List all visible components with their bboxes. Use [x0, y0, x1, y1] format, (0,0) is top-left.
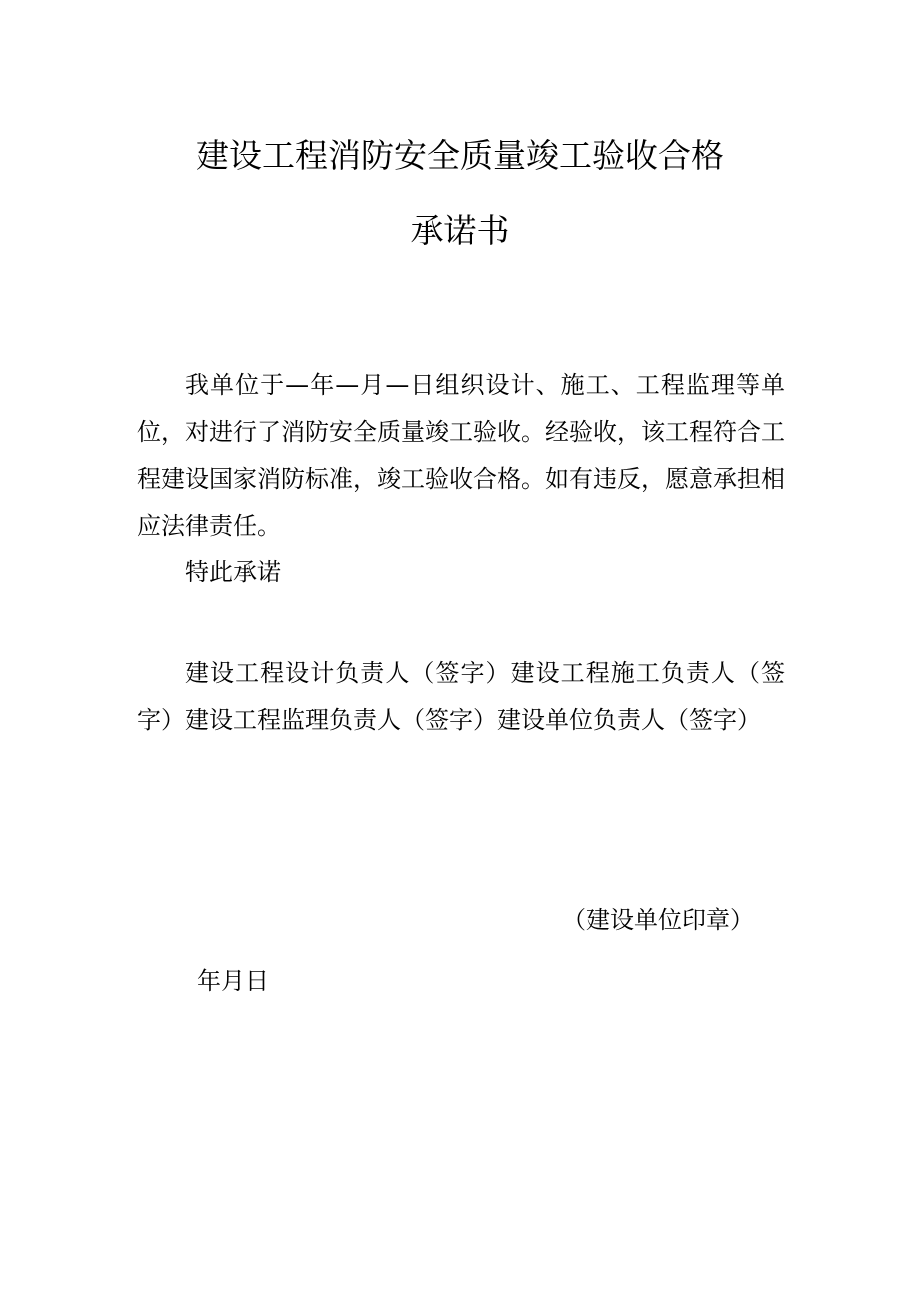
hereby-commit-text: 特此承诺 — [185, 558, 281, 586]
date-label: 年月日 — [197, 967, 269, 995]
document-title: 建设工程消防安全质量竣工验收合格 — [196, 136, 724, 175]
seal-label: （建设单位印章） — [562, 906, 754, 934]
signatures-paragraph: 建设工程设计负责人（签字）建设工程施工负责人（签字）建设工程监理负责人（签字）建设单位负责人（签字） — [137, 659, 785, 734]
document-subtitle: 承诺书 — [410, 211, 510, 250]
commitment-paragraph: 我单位于—年—月—日组织设计、施工、工程监理等单位，对进行了消防安全质量竣工验收。经验收，该工程符合工程建设国家消防标准，竣工验收合格。如有违反，愿意承担相应法律责任。 — [137, 371, 785, 540]
